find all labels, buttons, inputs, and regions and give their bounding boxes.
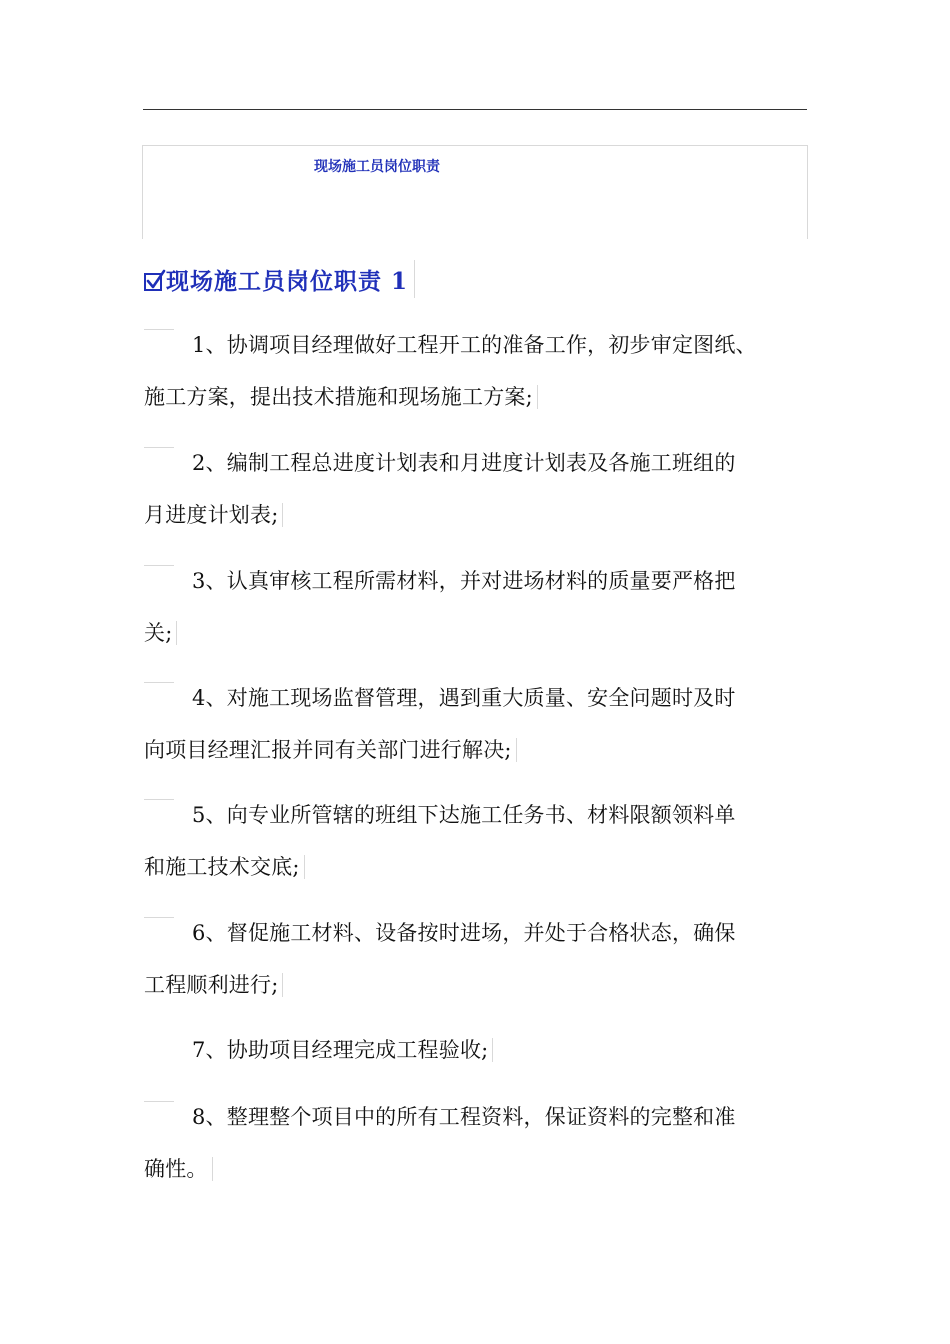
duty-item-4 (144, 672, 808, 776)
section-title: 现场施工员岗位职责 1 (166, 267, 409, 295)
top-divider (143, 109, 807, 110)
duty-item-1 (144, 319, 808, 423)
duty-item-4-line-1: 4、对施工现场监督管理，遇到重大质量、安全问题时及时 (192, 686, 736, 710)
duty-item-3-line-2: 关; (144, 621, 177, 645)
duty-item-2-line-1: 2、编制工程总进度计划表和月进度计划表及各施工班组的 (192, 451, 736, 475)
duty-item-6-line-2: 工程顺利进行; (144, 973, 283, 997)
duty-item-1-line-2: 施工方案，提出技术措施和现场施工方案; (144, 385, 538, 409)
duty-item-6 (144, 907, 808, 1011)
header-box (142, 145, 808, 239)
checkbox-checked-icon (144, 273, 162, 291)
duty-item-8-line-1: 8、整理整个项目中的所有工程资料，保证资料的完整和准 (192, 1105, 736, 1129)
duty-item-5 (144, 789, 808, 893)
duty-item-2 (144, 437, 808, 541)
duty-item-7 (144, 1024, 808, 1076)
header-title: 现场施工员岗位职责 (314, 159, 440, 175)
duty-item-6-line-1: 6、督促施工材料、设备按时进场，并处于合格状态，确保 (192, 921, 736, 945)
duty-item-3 (144, 555, 808, 659)
duty-item-3-line-1: 3、认真审核工程所需材料，并对进场材料的质量要严格把 (192, 569, 736, 593)
duty-item-2-line-2: 月进度计划表; (144, 503, 283, 527)
duty-item-5-line-1: 5、向专业所管辖的班组下达施工任务书、材料限额领料单 (192, 803, 736, 827)
duty-item-8-line-2: 确性。 (144, 1157, 213, 1181)
duty-item-5-line-2: 和施工技术交底; (144, 855, 305, 879)
section-heading (144, 260, 415, 298)
duty-item-4-line-2: 向项目经理汇报并同有关部门进行解决; (144, 738, 517, 762)
duty-item-8 (144, 1091, 808, 1195)
duty-item-1-line-1: 1、协调项目经理做好工程开工的准备工作，初步审定图纸、 (192, 333, 757, 357)
duty-item-7-line-1: 7、协助项目经理完成工程验收; (192, 1038, 493, 1062)
